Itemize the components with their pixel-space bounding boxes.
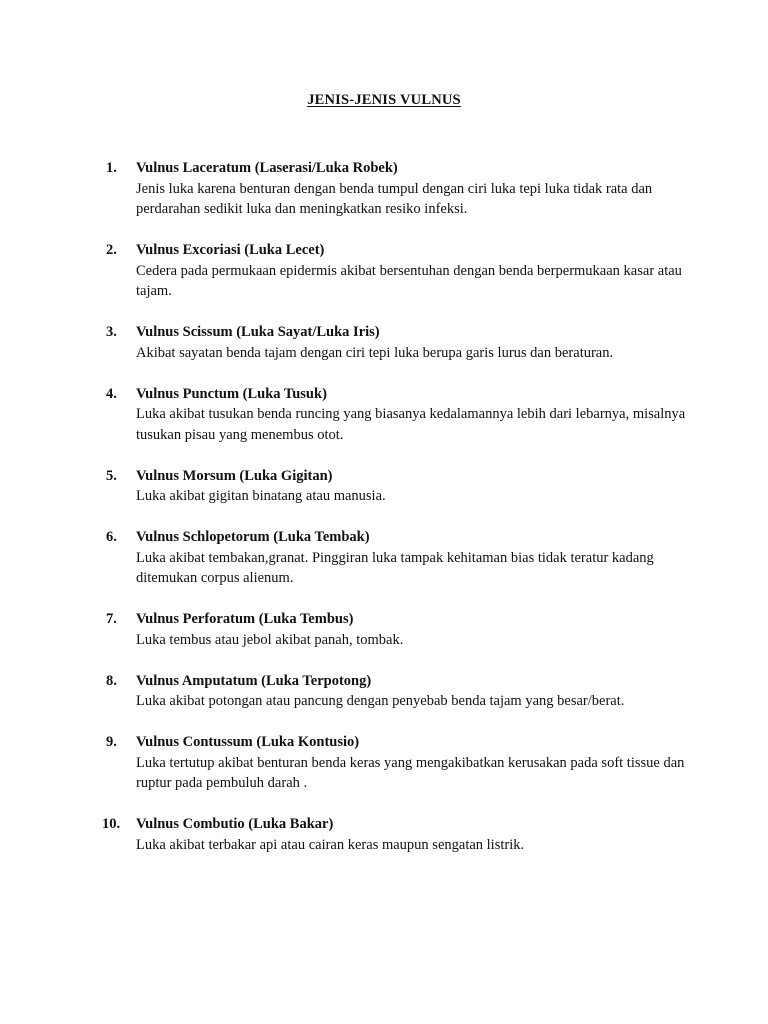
item-description: Luka akibat tusukan benda runcing yang biasanya kedalamannya lebih dari lebarnya, misalnya tusukan pisau yang menembus otot. (136, 406, 686, 443)
item-heading: Vulnus Laceratum (Laserasi/Luka Robek) (136, 160, 398, 176)
list-item (106, 240, 686, 302)
item-description: Luka akibat tembakan,granat. Pinggiran luka tampak kehitaman bias tidak teratur kadang ditemukan corpus alienum. (136, 549, 654, 586)
list-item (106, 609, 686, 650)
item-number: 4. (106, 385, 117, 402)
item-heading: Vulnus Schlopetorum (Luka Tembak) (136, 529, 370, 545)
item-heading: Vulnus Scissum (Luka Sayat/Luka Iris) (136, 324, 380, 340)
list-item (106, 384, 686, 446)
wound-types-list (102, 158, 686, 876)
item-description: Luka tembus atau jebol akibat panah, tombak. (136, 631, 404, 648)
document-title: JENIS-JENIS VULNUS (307, 92, 461, 108)
item-number: 9. (106, 734, 117, 750)
item-heading: Vulnus Morsum (Luka Gigitan) (136, 467, 333, 484)
item-number: 1. (106, 160, 117, 176)
item-description: Cedera pada permukaan epidermis akibat bersentuhan dengan benda berpermukaan kasar atau tajam. (136, 262, 682, 299)
item-heading: Vulnus Excoriasi (Luka Lecet) (136, 242, 325, 258)
list-item (106, 671, 686, 712)
item-description: Luka tertutup akibat benturan benda keras yang mengakibatkan kerusakan pada soft tissue dan ruptur pada pembuluh darah . (136, 754, 685, 791)
item-description: Luka akibat potongan atau pancung dengan penyebab benda tajam yang besar/berat. (136, 693, 625, 709)
item-description: Luka akibat terbakar api atau cairan keras maupun sengatan listrik. (136, 836, 525, 853)
item-heading: Vulnus Amputatum (Luka Terpotong) (136, 672, 372, 689)
item-number: 2. (106, 242, 117, 258)
list-item (106, 466, 686, 507)
list-item (106, 527, 686, 589)
item-number: 10. (102, 816, 121, 832)
item-description: Jenis luka karena benturan dengan benda tumpul dengan ciri luka tepi luka tidak rata dan perdarahan sedikit luka dan meningkatkan resiko infeksi. (136, 180, 653, 217)
list-item (106, 732, 686, 794)
item-description: Akibat sayatan benda tajam dengan ciri tepi luka berupa garis lurus dan beraturan. (136, 344, 614, 361)
item-heading: Vulnus Perforatum (Luka Tembus) (136, 611, 354, 627)
item-number: 8. (106, 672, 117, 689)
list-item (106, 322, 686, 363)
item-number: 6. (106, 529, 117, 545)
item-description: Luka akibat gigitan binatang atau manusia. (136, 488, 386, 504)
item-number: 5. (106, 467, 117, 484)
item-number: 3. (106, 324, 117, 340)
item-heading: Vulnus Combutio (Luka Bakar) (136, 816, 334, 832)
item-number: 7. (106, 611, 117, 627)
list-item (102, 814, 686, 855)
item-heading: Vulnus Contussum (Luka Kontusio) (136, 734, 360, 750)
item-heading: Vulnus Punctum (Luka Tusuk) (136, 385, 327, 402)
list-item (106, 158, 686, 220)
